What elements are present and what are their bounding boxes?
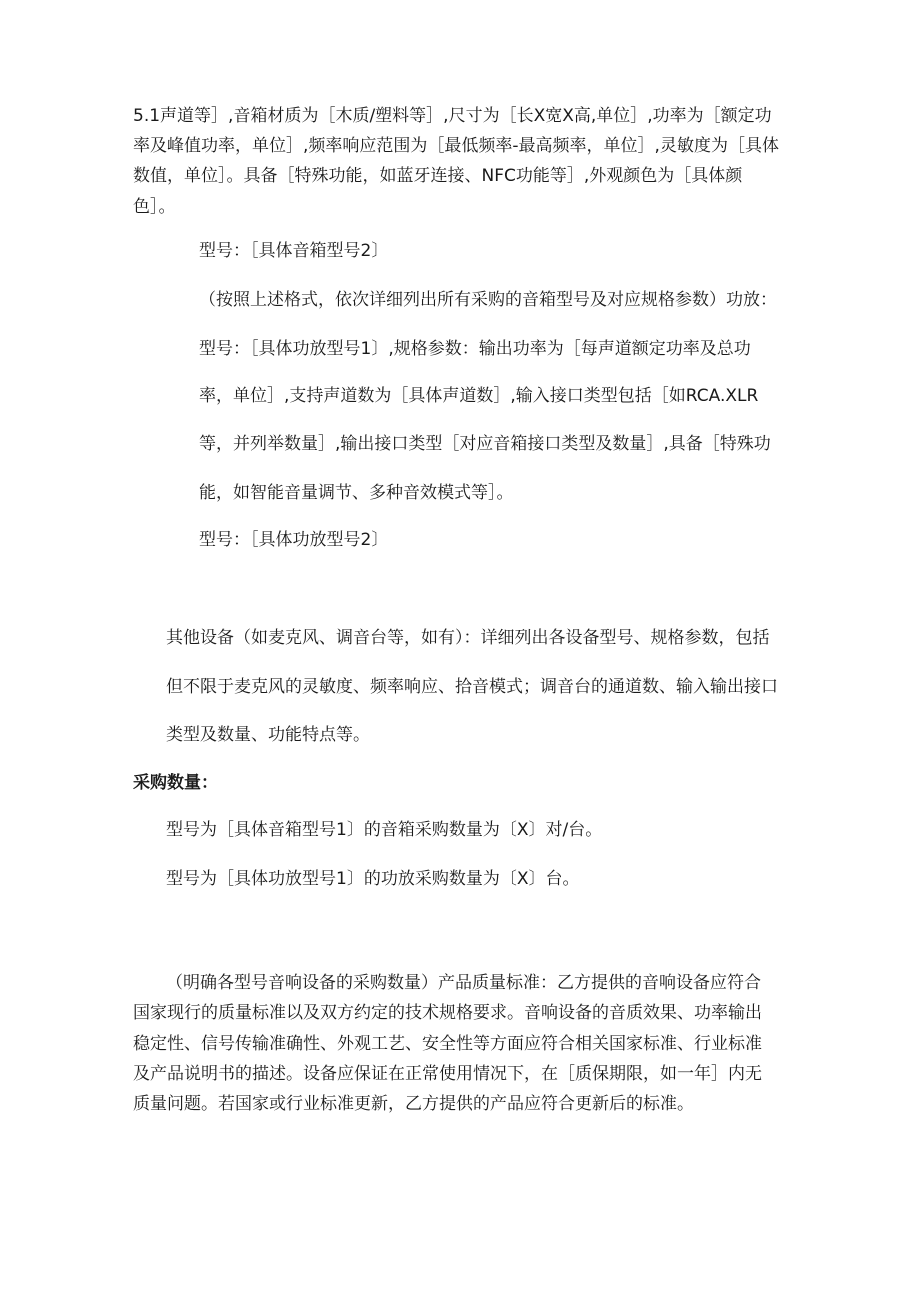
quality-line-5: 质量问题。若国家或行业标准更新，乙方提供的产品应符合更新后的标准。 (133, 1094, 694, 1114)
quantity-line-speaker: 型号为［具体音箱型号1〕的音箱采购数量为〔X〕对/台。 (166, 820, 603, 840)
intro-line-3: 数值，单位］。具备［特殊功能，如蓝牙连接、NFC功能等］,外观颜色为［具体颜 (133, 166, 743, 186)
amp-model-2: 型号：［具体功放型号2〕 (199, 530, 389, 550)
intro-line-2: 率及峰值功率，单位］,频率响应范围为［最低频率-最高频率，单位］,灵敏度为［具体 (133, 136, 779, 156)
quality-line-3: 稳定性、信号传输准确性、外观工艺、安全性等方面应符合相关国家标准、行业标准 (133, 1034, 762, 1054)
amp-spec-line-2: 率，单位］,支持声道数为［具体声道数］,输入接口类型包括［如RCA.XLR (199, 386, 759, 406)
format-note: （按照上述格式，依次详细列出所有采购的音箱型号及对应规格参数）功放： (199, 290, 777, 310)
speaker-model-2: 型号：［具体音箱型号2〕 (199, 241, 389, 261)
quantity-heading: 采购数量： (133, 773, 218, 793)
amp-spec-line-4: 能，如智能音量调节、多种音效模式等］。 (199, 483, 514, 503)
quality-line-2: 国家现行的质量标准以及双方约定的技术规格要求。音响设备的音质效果、功率输出 (133, 1003, 762, 1023)
other-equipment-line-2: 但不限于麦克风的灵敏度、频率响应、拾音模式；调音台的通道数、输入输出接口 (166, 677, 778, 697)
intro-line-4: 色］。 (133, 197, 176, 217)
intro-line-1: 5.1声道等］,音箱材质为［木质/塑料等］,尺寸为［长X宽X高,单位］,功率为［额定功 (133, 106, 772, 126)
other-equipment-line-3: 类型及数量、功能特点等。 (166, 725, 370, 745)
amp-spec-line-3: 等，并列举数量］,输出接口类型［对应音箱接口类型及数量］,具备［特殊功 (199, 434, 771, 454)
other-equipment-line-1: 其他设备（如麦克风、调音台等，如有）：详细列出各设备型号、规格参数，包括 (166, 628, 770, 648)
quality-line-4: 及产品说明书的描述。设备应保证在正常使用情况下，在［质保期限，如一年］内无 (133, 1064, 762, 1084)
quantity-line-amp: 型号为［具体功放型号1〕的功放采购数量为〔X〕台。 (166, 869, 580, 889)
quality-line-1: （明确各型号音响设备的采购数量）产品质量标准：乙方提供的音响设备应符合 (166, 973, 761, 993)
amp-spec-line-1: 型号：［具体功放型号1〕,规格参数：输出功率为［每声道额定功率及总功 (199, 339, 751, 359)
